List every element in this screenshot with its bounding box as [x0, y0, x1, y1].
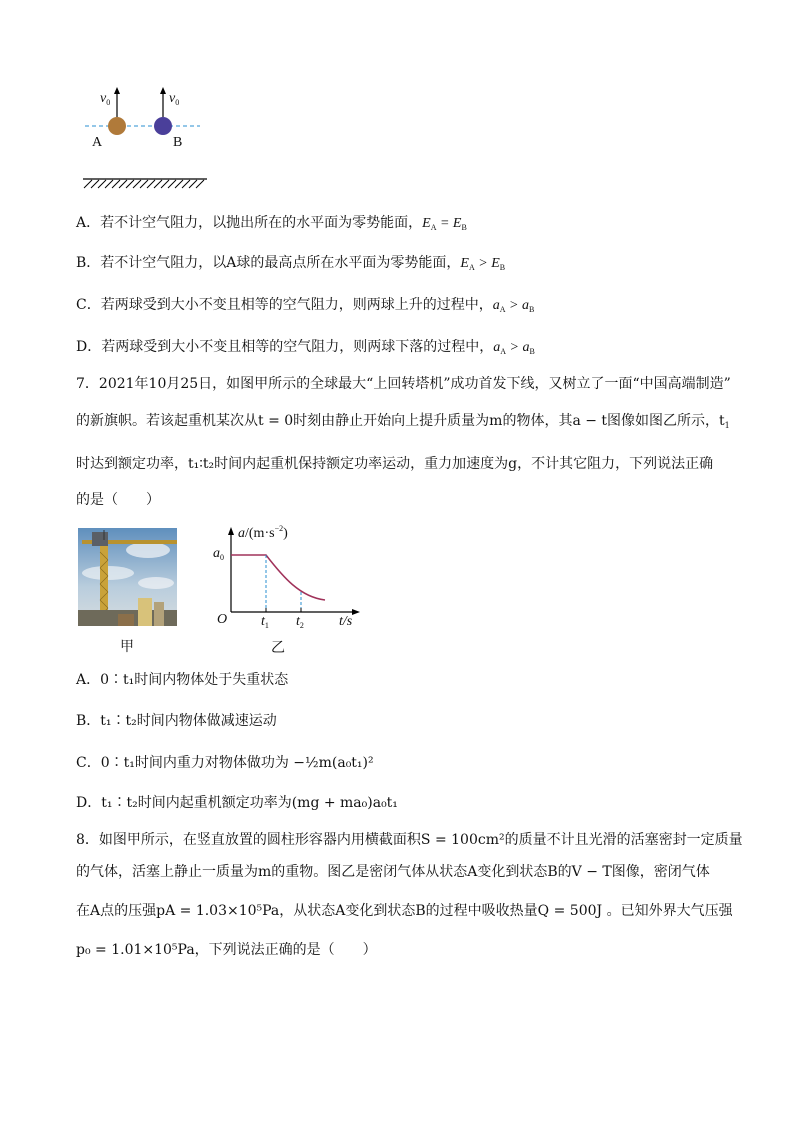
t2-label: $t_2$: [296, 614, 304, 630]
figure-two-balls: [80, 85, 215, 190]
a0-label: $a_0$: [213, 546, 224, 562]
q7-stem-line-2: 的新旗帜。若该起重机某次从t = 0时刻由静止开始向上提升质量为m的物体，其a − t图像如图乙所示，$t_1$: [76, 413, 730, 430]
a-t-graph: [205, 522, 365, 632]
q8-stem-line-4: p₀ = 1.01×10⁵Pa，下列说法正确的是（ ）: [76, 942, 377, 958]
ball-a: [108, 117, 126, 135]
q8-stem-line-1: 8．如图甲所示，在竖直放置的圆柱形容器内用横截面积S = 100cm²的质量不计且光滑的活塞密封一定质量: [76, 832, 743, 848]
v0-label-a: $v_0$: [100, 91, 111, 107]
q6-option-b: B．若不计空气阻力，以A球的最高点所在水平面为零势能面，$E_A > E_B$: [76, 255, 506, 272]
q8-stem-line-2: 的气体，活塞上静止一质量为m的重物。图乙是密闭气体从状态A变化到状态B的V − T图像，密闭气体: [76, 864, 710, 880]
q6-option-d: D．若两球受到大小不变且相等的空气阻力，则两球下落的过程中，$a_A > a_B$: [76, 339, 535, 356]
crane-image: [78, 528, 177, 626]
ball-b: [154, 117, 172, 135]
q8-stem-line-3: 在A点的压强pA = 1.03×10⁵Pa，从状态A变化到状态B的过程中吸收热量Q = 500J 。已知外界大气压强: [76, 903, 733, 919]
crane-photo: [78, 528, 177, 626]
q7-stem-line-3: 时达到额定功率，t₁∶t₂时间内起重机保持额定功率运动，重力加速度为g，不计其它阻力，下列说法正确: [76, 456, 714, 472]
q7-stem-line-4: 的是（ ）: [76, 492, 160, 508]
label-a: A: [92, 135, 103, 150]
label-b: B: [173, 135, 183, 150]
q7-option-c: C．0∶t₁时间内重力对物体做功为 −½m(a₀t₁)²: [76, 755, 374, 771]
t1-label: $t_1$: [261, 614, 269, 630]
y-axis-label: $a/(m\cdot s^{-2})$: [238, 524, 288, 541]
q6-option-c: C．若两球受到大小不变且相等的空气阻力，则两球上升的过程中，$a_A > a_B$: [76, 297, 535, 314]
q7-option-d: D．t₁∶t₂时间内起重机额定功率为(mg + ma₀)a₀t₁: [76, 795, 398, 811]
v0-label-b: $v_0$: [169, 91, 180, 107]
x-axis-label: t/s: [339, 614, 353, 629]
caption-yi: 乙: [271, 640, 285, 656]
q7-stem-line-1: 7．2021年10月25日，如图甲所示的全球最大“上回转塔机”成功首发下线，又树立了一面“中国高端制造”: [76, 376, 731, 392]
q6-option-a: A．若不计空气阻力，以抛出所在的水平面为零势能面，$E_A = E_B$: [76, 215, 467, 232]
origin-label: O: [217, 612, 228, 627]
q7-option-a: A．0∶t₁时间内物体处于失重状态: [76, 672, 289, 688]
caption-jia: 甲: [120, 639, 134, 655]
q7-option-b: B．t₁∶t₂时间内物体做减速运动: [76, 713, 277, 729]
